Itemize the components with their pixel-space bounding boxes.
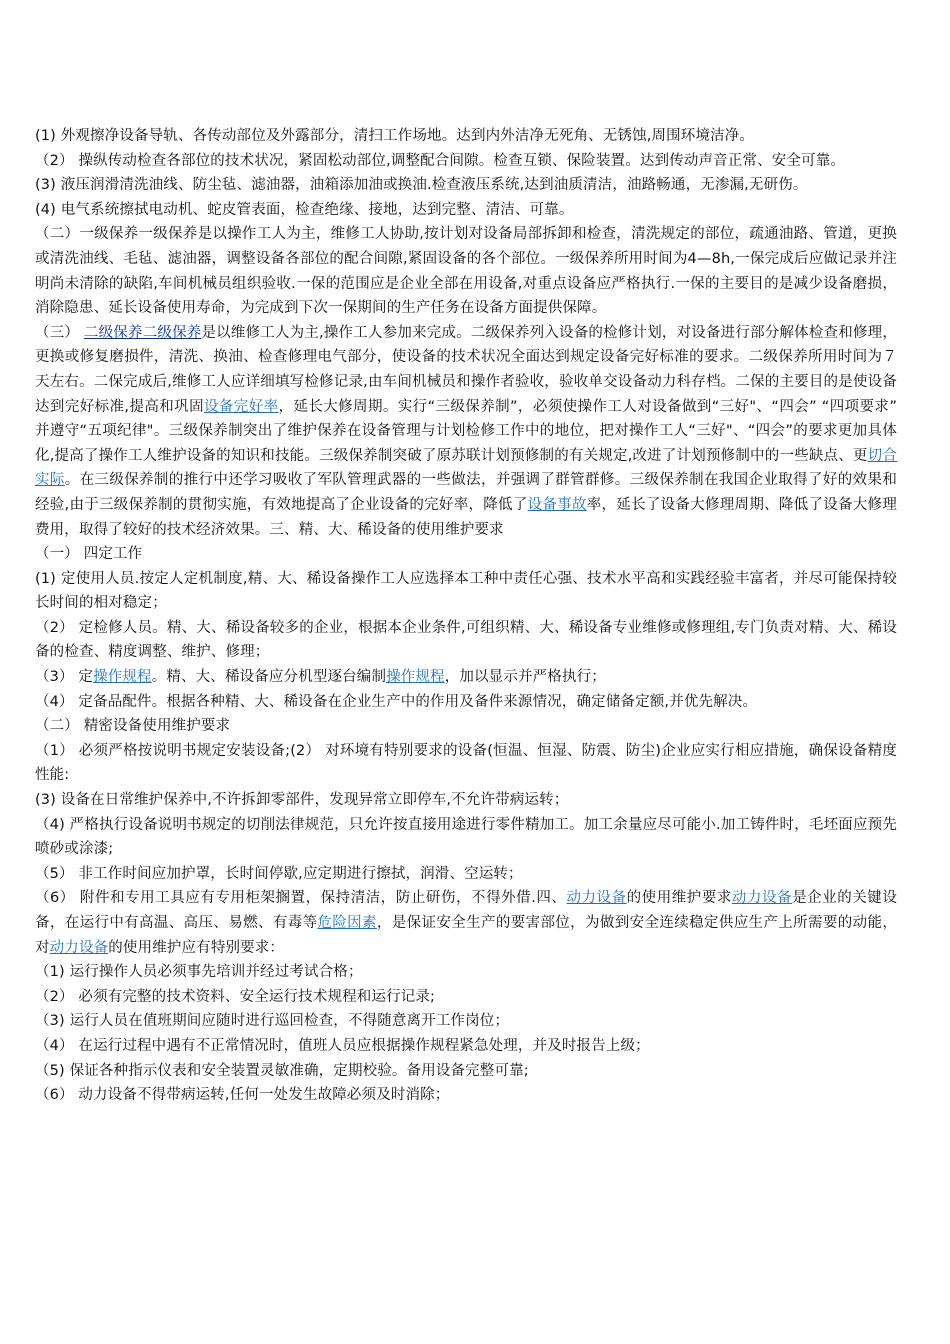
paragraph-text: （2） 必须有完整的技术资料、安全运行技术规程和运行记录; — [35, 988, 436, 1005]
paragraph-text: （5) 保证各种指示仪表和安全装置灵敏准确，定期校验。备用设备完整可靠; — [35, 1062, 529, 1079]
paragraph — [35, 960, 897, 985]
paragraph-text: 率，延长了设备大修理周期、降低了设备大修理费用，取得了较好的技术经济效果。三、精、大、稀设备的使用维护要求 — [35, 496, 897, 538]
paragraph — [35, 665, 897, 690]
paragraph — [35, 886, 897, 960]
paragraph-text: （1） 必须严格按说明书规定安装设备;(2） 对环境有特别要求的设备(恒温、恒湿、防震、防尘)企业应实行相应措施，确保设备精度性能: — [35, 742, 897, 784]
paragraph-text: ，延长大修周期。实行“三级保养制”，必须使操作工人对设备做到“三好"、“四会” “四项要求” 并遵守“五项纪律"。三级保养制突出了维护保养在设备管理与计划检修工作中的地位，把对操作工人“三好"、“四会”的要求更加具体化,提高了操作工人维护设备的知识和技能。三级保养制突破了原苏联计划预修制的有关规定,改进了计划预修制中的一些缺点、更 — [35, 398, 897, 464]
paragraph — [35, 1059, 897, 1084]
paragraph — [35, 1009, 897, 1034]
inline-link[interactable]: 动力设备 — [49, 939, 109, 956]
inline-link[interactable]: 二级保养二级保养 — [83, 324, 202, 341]
paragraph-text: （4） 定备品配件。根据各种精、大、稀设备在企业生产中的作用及备件来源情况，确定储备定额,并优先解决。 — [35, 693, 758, 710]
paragraph — [35, 222, 897, 320]
inline-link[interactable]: 设备事故 — [527, 496, 587, 513]
paragraph — [35, 1034, 897, 1059]
paragraph — [35, 813, 897, 862]
inline-link[interactable]: 动力设备 — [566, 890, 627, 907]
paragraph-text: （二）一级保养一级保养是以操作工人为主，维修工人协助,按计划对设备局部拆卸和检查，清洗规定的部位，疏通油路、管道，更换或清洗油线、毛毡、滤油器，调整设备各部位的配合间隙,紧固设备的各个部位。一级保养所用时间为4—8h,一保完成后应做记录并注明尚未清除的缺陷,车间机械员组织验收.一保的范围应是企业全部在用设备,对重点设备应严格执行.一保的主要目的是减少设备磨损，消除隐患、延长设备使用寿命，为完成到下次一保期间的生产任务在设备方面提供保障。 — [35, 226, 897, 317]
paragraph-text: 。精、大、稀设备应分机型逐台编制 — [151, 669, 387, 686]
paragraph-text: （3） 定 — [35, 669, 94, 686]
paragraph-text: 的使用维护要求 — [626, 890, 732, 907]
paragraph-text: （4) 严格执行设备说明书规定的切削法律规范，只允许按直接用途进行零件精加工。加工余量应尽可能小.加工铸件时，毛坯面应预先喷砂或涂漆; — [35, 816, 897, 858]
paragraph — [35, 862, 897, 887]
inline-link[interactable]: 动力设备 — [731, 890, 793, 907]
paragraph-text: 是企业的关键设备，在运行中有高温、高压、易燃、有毒等 — [35, 890, 897, 931]
paragraph-text: （2） 操纵传动检查各部位的技术状况，紧固松动部位,调整配合间隙。检查互锁、保险装置。达到传动声音正常、安全可靠。 — [35, 152, 845, 169]
paragraph-text: （1) 运行操作人员必须事先培训并经过考试合格； — [35, 964, 363, 981]
paragraph-text: （三） — [35, 324, 84, 341]
paragraph — [35, 788, 897, 813]
inline-link[interactable]: 危险因素 — [317, 915, 377, 931]
inline-link[interactable]: 操作规程 — [93, 669, 152, 686]
paragraph-text: （3) 运行人员在值班期间应随时进行巡回检查，不得随意离开工作岗位； — [35, 1013, 510, 1030]
inline-link[interactable]: 操作规程 — [386, 669, 445, 686]
inline-link[interactable]: 设备完好率 — [203, 398, 279, 415]
paragraph — [35, 985, 897, 1010]
paragraph — [35, 173, 897, 198]
paragraph-text: (3) 液压润滑清洗油线、防尘毡、滤油器，油箱添加油或换油.检查液压系统,达到油质清洁，油路畅通，无渗漏,无研伤。 — [35, 177, 808, 194]
paragraph — [35, 124, 897, 149]
paragraph — [35, 739, 897, 788]
paragraph — [35, 149, 897, 174]
paragraph — [35, 567, 897, 616]
document-body — [35, 124, 897, 1108]
inline-link[interactable]: 切合实际 — [35, 447, 897, 489]
paragraph-text: （二） 精密设备使用维护要求 — [35, 718, 231, 735]
paragraph — [35, 616, 897, 665]
paragraph — [35, 714, 897, 739]
paragraph-text: 的使用维护应有特别要求： — [108, 939, 285, 956]
paragraph-text: 是以维修工人为主,操作工人参加来完成。二级保养列入设备的检修计划，对设备进行部分解体检查和修理，更换或修复磨损件，清洗、换油、检查修理电气部分，使设备的技术状况全面达到规定设备完好标准的要求。二级保养所用时间为７天左右。二保完成后,维修工人应详细填写检修记录,由车间机械员和操作者验收，验收单交设备动力科存档。二保的主要目的是使设备达到完好标准,提高和巩固 — [35, 324, 897, 415]
paragraph-text: （2） 定检修人员。精、大、稀设备较多的企业，根据本企业条件,可组织精、大、稀设备专业维修或修理组,专门负责对精、大、稀设备的检查、精度调整、维护、修理； — [35, 619, 897, 661]
paragraph-text: （一） 四定工作 — [35, 546, 143, 563]
paragraph-text: 。在三级保养制的推行中还学习吸收了军队管理武器的一些做法，并强调了群管群修。三级保养制在我国企业取得了好的效果和经验,由于三级保养制的贯彻实施，有效地提高了企业设备的完好率，降低了 — [35, 472, 897, 513]
paragraph-text: ，是保证安全生产的要害部位，为做到安全连续稳定供应生产上所需要的动能，对 — [35, 915, 897, 956]
paragraph — [35, 542, 897, 567]
paragraph-text: （4） 在运行过程中遇有不正常情况时，值班人员应根据操作规程紧急处理，并及时报告上级； — [35, 1037, 650, 1054]
paragraph — [35, 321, 897, 542]
paragraph-text: (4) 电气系统擦拭电动机、蛇皮管表面，检查绝缘、接地，达到完整、清洁、可靠。 — [35, 201, 574, 218]
paragraph — [35, 690, 897, 715]
paragraph — [35, 1083, 897, 1108]
paragraph — [35, 198, 897, 223]
paragraph-text: （5） 非工作时间应加护罩，长时间停歇,应定期进行擦拭，润滑、空运转； — [35, 865, 523, 882]
paragraph-text: （6） 附件和专用工具应有专用柜架搁置，保持清洁，防止研伤，不得外借.四、 — [35, 890, 567, 907]
paragraph-text: (1) 外观擦净设备导轨、各传动部位及外露部分，清扫工作场地。达到内外洁净无死角、无锈蚀,周围环境洁净。 — [35, 128, 755, 144]
paragraph-text: （6） 动力设备不得带病运转,任何一处发生故障必须及时消除； — [35, 1087, 450, 1104]
paragraph-text: (3) 设备在日常维护保养中,不许拆卸零部件，发现异常立即停车,不允许带病运转； — [35, 792, 569, 809]
paragraph-text: (1) 定使用人员.按定人定机制度,精、大、稀设备操作工人应选择本工种中责任心强、技术水平高和实践经验丰富者，并尽可能保持较长时间的相对稳定； — [35, 570, 897, 612]
paragraph-text: ，加以显示并严格执行； — [444, 669, 606, 686]
